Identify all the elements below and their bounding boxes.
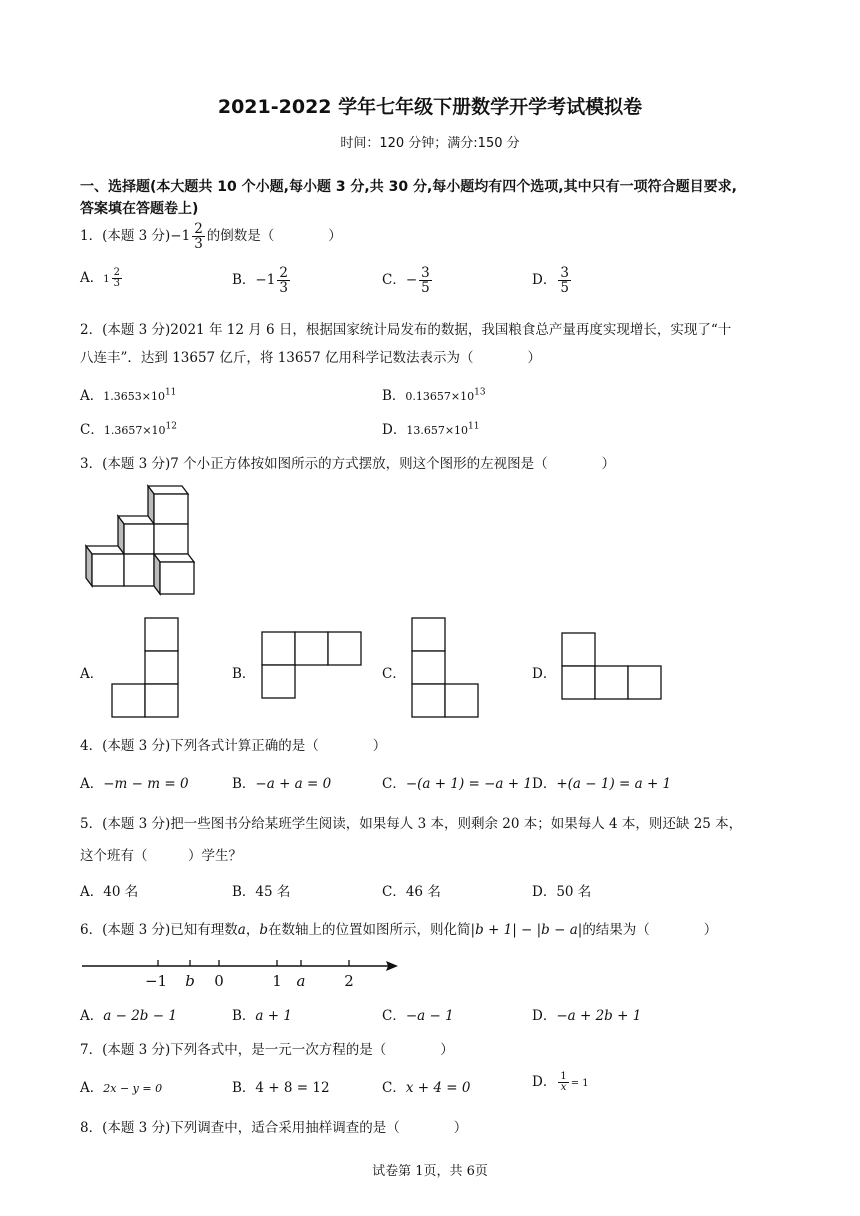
tick-zero: 0 [214,972,224,990]
q4-option-a[interactable]: A．−m − m = 0 [80,776,189,792]
tick-one: 1 [272,972,282,990]
question-5-line1: 5．(本题 3 分)把一些图书分给某班学生阅读，如果每人 3 本，则剩余 20 本；如果每人 4 本，则还缺 25 本， [80,816,743,832]
q2-option-a[interactable]: A．$1.3653\times 10^{11}$ [80,387,177,404]
q7-option-c[interactable]: C．x + 4 = 0 [382,1080,471,1096]
q7-option-b[interactable]: B．4 + 8 = 12 [232,1080,330,1096]
tick-minus-one: −1 [144,972,168,990]
q4-option-d[interactable]: D．+(a − 1) = a + 1 [532,776,672,792]
q1-option-b[interactable]: B．−1 $\frac{2}{3}$ [232,265,288,297]
question-2-line2: 八连丰”．达到 13657 亿斤，将 13657 亿用科学记数法表示为（ ） [80,350,541,366]
q1-fraction: $\frac{2}{3}$ [194,221,203,253]
q6-number-line [80,950,410,994]
q3-option-b-label[interactable]: B． [232,666,256,682]
q3-option-c-figure[interactable] [410,617,480,719]
q3-option-b-figure[interactable] [260,630,362,700]
section-heading-line1: 一、选择题(本大题共 10 个小题,每小题 3 分,共 30 分,每小题均有四个选项,其中只有一项符合题目要求, [80,179,737,195]
q6-option-d[interactable]: D．−a + 2b + 1 [532,1008,642,1024]
question-6: 6．(本题 3 分)已知有理数a，b在数轴上的位置如图所示，则化简|b + 1| − |b − a|的结果为（ ） [80,922,718,938]
q5-option-a[interactable]: A．40 名 [80,884,139,900]
q1-option-d[interactable]: D． $\frac{3}{5}$ [532,265,569,297]
tick-a: a [296,972,306,990]
tick-b: b [185,972,195,990]
q3-option-c-label[interactable]: C． [382,666,406,682]
q5-option-c[interactable]: C．46 名 [382,884,441,900]
question-7: 7．(本题 3 分)下列各式中，是一元一次方程的是（ ） [80,1042,454,1058]
q5-option-d[interactable]: D．50 名 [532,884,592,900]
q3-option-a-figure[interactable] [110,617,180,719]
q3-option-d-figure[interactable] [560,631,662,701]
page-footer: 试卷第 1页，共 6页 [372,1164,488,1179]
q7-option-a[interactable]: A．2x − y = 0 [80,1080,163,1096]
exam-time-info: 时间：120 分钟；满分:150 分 [340,136,520,151]
q6-option-a[interactable]: A．a − 2b − 1 [80,1008,177,1024]
q5-option-b[interactable]: B．45 名 [232,884,291,900]
q2-option-c[interactable]: C．$1.3657\times 10^{12}$ [80,421,177,438]
page-title: 2021-2022 学年七年级下册数学开学考试模拟卷 [217,96,643,118]
question-5-line2: 这个班有（ ）学生？ [80,848,242,864]
q2-option-b[interactable]: B．$0.13657\times 10^{13}$ [382,387,486,404]
q1-option-c[interactable]: C．− $\frac{3}{5}$ [382,265,430,297]
question-4: 4．(本题 3 分)下列各式计算正确的是（ ） [80,738,387,754]
q6-option-c[interactable]: C．−a − 1 [382,1008,454,1024]
section-heading-line2: 答案填在答题卷上) [80,201,199,217]
q7-option-d[interactable]: D． $\frac{1}{x}$ = 1 [532,1070,589,1093]
question-2-line1: 2．(本题 3 分)2021 年 12 月 6 日，根据国家统计局发布的数据，我国粮食总产量再度实现增长，实现了“十 [80,322,732,338]
q3-option-d-label[interactable]: D． [532,666,557,682]
q4-option-c[interactable]: C．−(a + 1) = −a + 1 [382,776,532,792]
tick-two: 2 [344,972,354,990]
q3-cube-stack-figure [82,482,206,604]
q6-option-b[interactable]: B．a + 1 [232,1008,292,1024]
q4-option-b[interactable]: B．−a + a = 0 [232,776,332,792]
q1-option-a[interactable]: A．1 $\frac{2}{3}$ [80,266,120,289]
question-3: 3．(本题 3 分)7 个小正方体按如图所示的方式摆放，则这个图形的左视图是（ ） [80,456,616,472]
question-8: 8．(本题 3 分)下列调查中，适合采用抽样调查的是（ ） [80,1120,468,1136]
question-1: 1．(本题 3 分)−1 $\frac{2}{3}$ 的倒数是（ ） [80,221,342,253]
q3-option-a-label[interactable]: A． [80,666,104,682]
q2-option-d[interactable]: D．$13.657\times 10^{11}$ [382,421,480,438]
